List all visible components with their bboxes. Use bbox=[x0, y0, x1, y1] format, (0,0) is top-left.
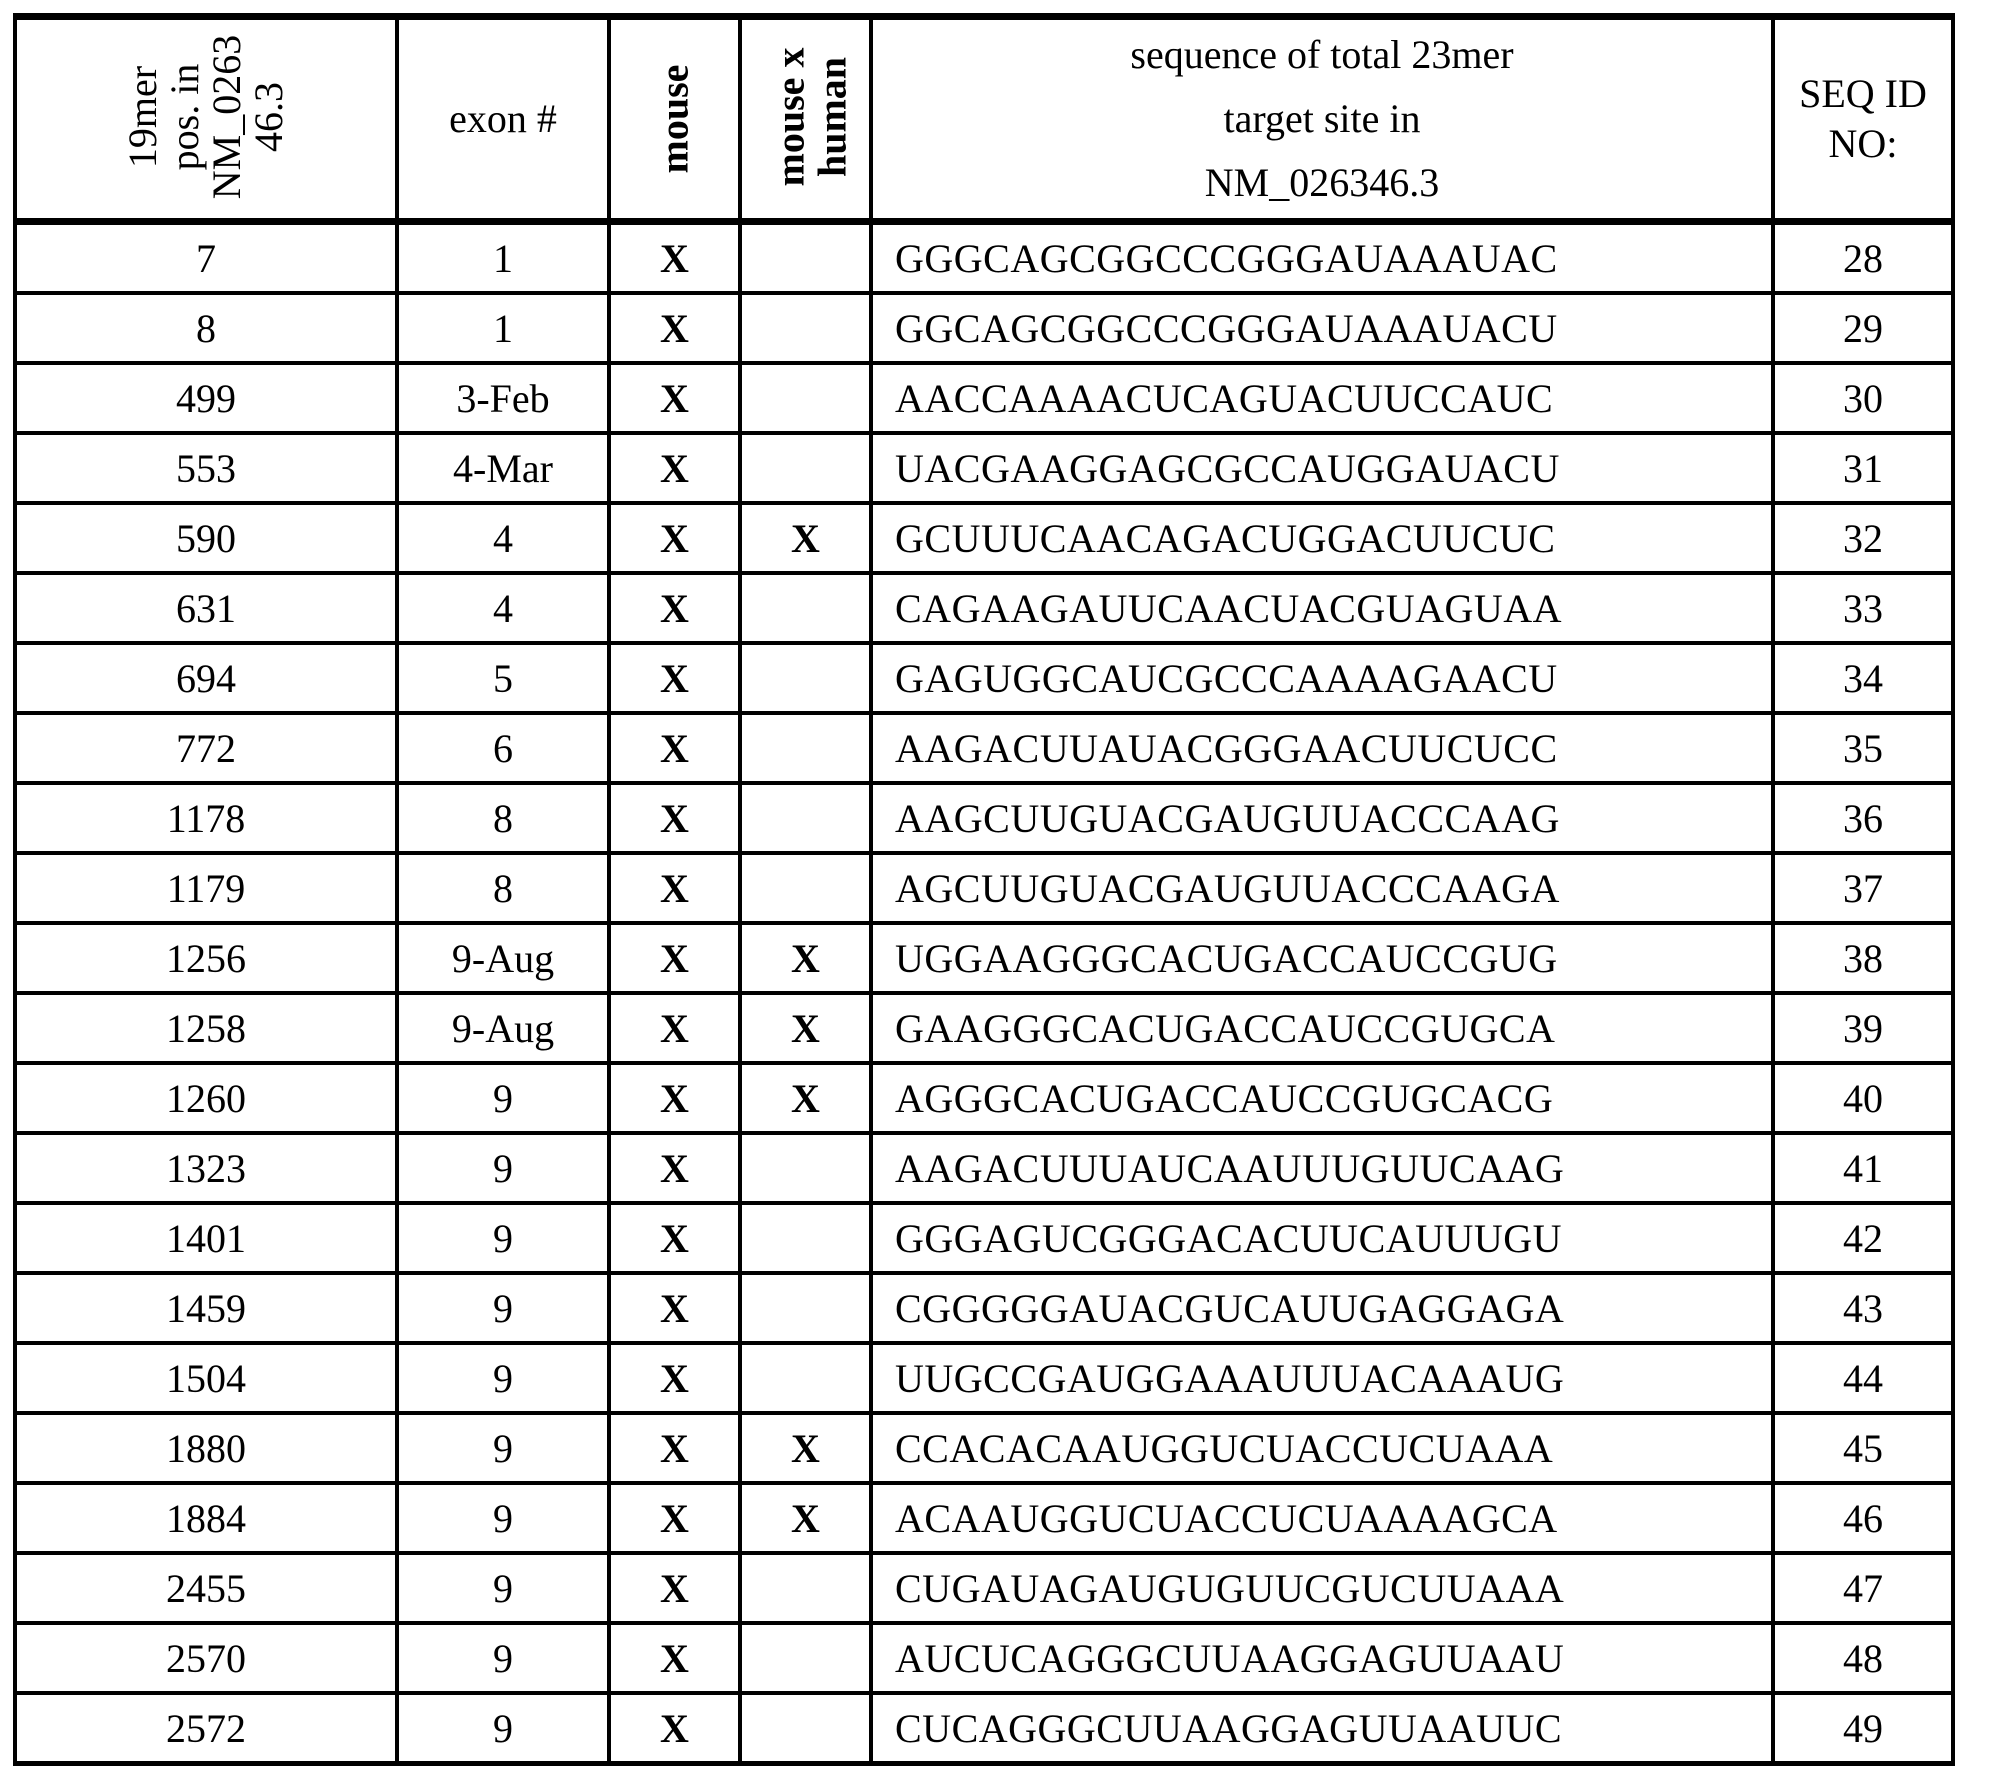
cell-seq-id: 36 bbox=[1773, 783, 1953, 853]
cell-sequence: AACCAAAACUCAGUACUUCCAUC bbox=[871, 363, 1773, 433]
cell-exon: 4 bbox=[397, 503, 609, 573]
cell-position: 590 bbox=[15, 503, 397, 573]
cell-mouse-x-human bbox=[740, 853, 871, 923]
cell-seq-id: 30 bbox=[1773, 363, 1953, 433]
cell-exon: 6 bbox=[397, 713, 609, 783]
cell-mouse-x-human bbox=[740, 433, 871, 503]
cell-mouse-x-human bbox=[740, 643, 871, 713]
header-line: target site in bbox=[873, 94, 1771, 144]
cell-exon: 9 bbox=[397, 1273, 609, 1343]
cell-seq-id: 49 bbox=[1773, 1693, 1953, 1764]
cell-exon: 9 bbox=[397, 1413, 609, 1483]
cell-sequence: UGGAAGGGCACUGACCAUCCGUG bbox=[871, 923, 1773, 993]
cell-mouse-x-human bbox=[740, 293, 871, 363]
cell-seq-id: 41 bbox=[1773, 1133, 1953, 1203]
cell-exon: 4-Mar bbox=[397, 433, 609, 503]
cell-position: 2572 bbox=[15, 1693, 397, 1764]
header-line: NM_0263 bbox=[206, 35, 248, 199]
header-seq-id bbox=[1773, 17, 1953, 222]
cell-sequence: AGCUUGUACGAUGUUACCCAAGA bbox=[871, 853, 1773, 923]
cell-position: 1504 bbox=[15, 1343, 397, 1413]
cell-seq-id: 33 bbox=[1773, 573, 1953, 643]
cell-position: 1401 bbox=[15, 1203, 397, 1273]
header-line: NO: bbox=[1775, 119, 1951, 169]
cell-mouse: X bbox=[609, 1413, 740, 1483]
cell-sequence: CGGGGGAUACGUCAUUGAGGAGA bbox=[871, 1273, 1773, 1343]
header-mouse bbox=[609, 17, 740, 222]
cell-sequence: CUGAUAGAUGUGUUCGUCUUAAA bbox=[871, 1553, 1773, 1623]
cell-position: 1178 bbox=[15, 783, 397, 853]
cell-seq-id: 37 bbox=[1773, 853, 1953, 923]
table-row bbox=[15, 433, 1953, 503]
header-sequence bbox=[871, 17, 1773, 222]
cell-seq-id: 40 bbox=[1773, 1063, 1953, 1133]
header-line: SEQ ID bbox=[1775, 69, 1951, 119]
table-row bbox=[15, 1203, 1953, 1273]
cell-sequence: AAGCUUGUACGAUGUUACCCAAG bbox=[871, 783, 1773, 853]
cell-exon: 9 bbox=[397, 1483, 609, 1553]
cell-mouse: X bbox=[609, 1483, 740, 1553]
table-row bbox=[15, 993, 1953, 1063]
cell-position: 1884 bbox=[15, 1483, 397, 1553]
cell-sequence: AAGACUUAUACGGGAACUUCUCC bbox=[871, 713, 1773, 783]
cell-position: 7 bbox=[15, 222, 397, 294]
cell-position: 1179 bbox=[15, 853, 397, 923]
cell-mouse-x-human bbox=[740, 363, 871, 433]
cell-mouse-x-human bbox=[740, 1273, 871, 1343]
header-line: mouse bbox=[653, 65, 695, 174]
cell-exon: 5 bbox=[397, 643, 609, 713]
cell-position: 694 bbox=[15, 643, 397, 713]
cell-mouse-x-human bbox=[740, 1133, 871, 1203]
cell-sequence: GAGUGGCAUCGCCCAAAAGAACU bbox=[871, 643, 1773, 713]
cell-mouse: X bbox=[609, 713, 740, 783]
table-row bbox=[15, 573, 1953, 643]
cell-mouse: X bbox=[609, 1273, 740, 1343]
cell-mouse-x-human: X bbox=[740, 1413, 871, 1483]
table-row bbox=[15, 503, 1953, 573]
cell-mouse: X bbox=[609, 1623, 740, 1693]
header-19mer-position bbox=[15, 17, 397, 222]
cell-mouse-x-human bbox=[740, 573, 871, 643]
cell-mouse: X bbox=[609, 222, 740, 294]
cell-sequence: GGGAGUCGGGACACUUCAUUUGU bbox=[871, 1203, 1773, 1273]
cell-mouse: X bbox=[609, 853, 740, 923]
cell-mouse: X bbox=[609, 643, 740, 713]
cell-exon: 9-Aug bbox=[397, 993, 609, 1063]
cell-seq-id: 47 bbox=[1773, 1553, 1953, 1623]
cell-sequence: GCUUUCAACAGACUGGACUUCUC bbox=[871, 503, 1773, 573]
cell-mouse: X bbox=[609, 293, 740, 363]
cell-seq-id: 32 bbox=[1773, 503, 1953, 573]
cell-mouse-x-human bbox=[740, 222, 871, 294]
cell-mouse: X bbox=[609, 993, 740, 1063]
header-line: mouse x bbox=[769, 48, 811, 187]
cell-mouse-x-human bbox=[740, 783, 871, 853]
cell-sequence: AGGGCACUGACCAUCCGUGCACG bbox=[871, 1063, 1773, 1133]
table-row bbox=[15, 1413, 1953, 1483]
table-row bbox=[15, 1273, 1953, 1343]
header-line: sequence of total 23mer bbox=[873, 30, 1771, 80]
cell-mouse-x-human bbox=[740, 1693, 871, 1764]
cell-position: 1260 bbox=[15, 1063, 397, 1133]
cell-mouse-x-human: X bbox=[740, 923, 871, 993]
cell-exon: 9 bbox=[397, 1203, 609, 1273]
cell-position: 8 bbox=[15, 293, 397, 363]
cell-position: 2455 bbox=[15, 1553, 397, 1623]
cell-sequence: ACAAUGGUCUACCUCUAAAAGCA bbox=[871, 1483, 1773, 1553]
cell-seq-id: 46 bbox=[1773, 1483, 1953, 1553]
table-row bbox=[15, 293, 1953, 363]
cell-seq-id: 48 bbox=[1773, 1623, 1953, 1693]
header-mouse-x-human bbox=[740, 17, 871, 222]
cell-seq-id: 35 bbox=[1773, 713, 1953, 783]
table-row bbox=[15, 1133, 1953, 1203]
table-row bbox=[15, 1553, 1953, 1623]
table-row bbox=[15, 783, 1953, 853]
cell-exon: 9 bbox=[397, 1133, 609, 1203]
cell-seq-id: 31 bbox=[1773, 433, 1953, 503]
cell-position: 1258 bbox=[15, 993, 397, 1063]
header-line: human bbox=[811, 48, 853, 187]
cell-seq-id: 34 bbox=[1773, 643, 1953, 713]
cell-exon: 8 bbox=[397, 853, 609, 923]
cell-exon: 9 bbox=[397, 1553, 609, 1623]
cell-seq-id: 29 bbox=[1773, 293, 1953, 363]
cell-position: 2570 bbox=[15, 1623, 397, 1693]
cell-mouse: X bbox=[609, 1553, 740, 1623]
cell-sequence: CCACACAAUGGUCUACCUCUAAA bbox=[871, 1413, 1773, 1483]
cell-sequence: CUCAGGGCUUAAGGAGUUAAUUC bbox=[871, 1693, 1773, 1764]
cell-sequence: CAGAAGAUUCAACUACGUAGUAA bbox=[871, 573, 1773, 643]
header-line: 19mer bbox=[122, 35, 164, 199]
cell-position: 553 bbox=[15, 433, 397, 503]
cell-mouse-x-human bbox=[740, 1553, 871, 1623]
table-row bbox=[15, 1693, 1953, 1764]
cell-mouse-x-human bbox=[740, 1623, 871, 1693]
cell-position: 631 bbox=[15, 573, 397, 643]
cell-mouse-x-human: X bbox=[740, 503, 871, 573]
cell-position: 1256 bbox=[15, 923, 397, 993]
cell-exon: 9 bbox=[397, 1693, 609, 1764]
cell-position: 1459 bbox=[15, 1273, 397, 1343]
cell-mouse: X bbox=[609, 1203, 740, 1273]
cell-sequence: GAAGGGCACUGACCAUCCGUGCA bbox=[871, 993, 1773, 1063]
cell-mouse-x-human: X bbox=[740, 1483, 871, 1553]
cell-position: 499 bbox=[15, 363, 397, 433]
cell-sequence: GGCAGCGGCCCGGGAUAAAUACU bbox=[871, 293, 1773, 363]
cell-position: 1880 bbox=[15, 1413, 397, 1483]
cell-mouse-x-human bbox=[740, 713, 871, 783]
header-row bbox=[15, 17, 1953, 222]
table-row bbox=[15, 923, 1953, 993]
cell-seq-id: 42 bbox=[1773, 1203, 1953, 1273]
cell-mouse: X bbox=[609, 1133, 740, 1203]
cell-mouse: X bbox=[609, 1063, 740, 1133]
cell-exon: 4 bbox=[397, 573, 609, 643]
cell-exon: 8 bbox=[397, 783, 609, 853]
cell-mouse: X bbox=[609, 783, 740, 853]
cell-exon: 9 bbox=[397, 1623, 609, 1693]
cell-seq-id: 28 bbox=[1773, 222, 1953, 294]
header-line: 46.3 bbox=[248, 35, 290, 199]
table-row bbox=[15, 853, 1953, 923]
cell-sequence: AUCUCAGGGCUUAAGGAGUUAAU bbox=[871, 1623, 1773, 1693]
table-row bbox=[15, 363, 1953, 433]
header-exon: exon # bbox=[397, 17, 609, 222]
cell-mouse-x-human bbox=[740, 1203, 871, 1273]
cell-mouse: X bbox=[609, 923, 740, 993]
cell-mouse: X bbox=[609, 1693, 740, 1764]
cell-seq-id: 45 bbox=[1773, 1413, 1953, 1483]
cell-exon: 1 bbox=[397, 293, 609, 363]
cell-mouse: X bbox=[609, 573, 740, 643]
cell-mouse: X bbox=[609, 363, 740, 433]
cell-exon: 9 bbox=[397, 1063, 609, 1133]
cell-sequence: AAGACUUUAUCAAUUUGUUCAAG bbox=[871, 1133, 1773, 1203]
cell-seq-id: 43 bbox=[1773, 1273, 1953, 1343]
cell-mouse: X bbox=[609, 503, 740, 573]
cell-mouse: X bbox=[609, 1343, 740, 1413]
cell-sequence: UUGCCGAUGGAAAUUUACAAAUG bbox=[871, 1343, 1773, 1413]
cell-sequence: UACGAAGGAGCGCCAUGGAUACU bbox=[871, 433, 1773, 503]
header-line: pos. in bbox=[164, 35, 206, 199]
cell-position: 772 bbox=[15, 713, 397, 783]
cell-mouse-x-human bbox=[740, 1343, 871, 1413]
cell-exon: 1 bbox=[397, 222, 609, 294]
table-row bbox=[15, 1343, 1953, 1413]
cell-mouse-x-human: X bbox=[740, 993, 871, 1063]
cell-mouse-x-human: X bbox=[740, 1063, 871, 1133]
cell-position: 1323 bbox=[15, 1133, 397, 1203]
cell-seq-id: 38 bbox=[1773, 923, 1953, 993]
table-row bbox=[15, 643, 1953, 713]
table-row bbox=[15, 1063, 1953, 1133]
cell-mouse: X bbox=[609, 433, 740, 503]
cell-exon: 3-Feb bbox=[397, 363, 609, 433]
sirna-target-table bbox=[13, 13, 1955, 1766]
table-row bbox=[15, 222, 1953, 294]
cell-exon: 9 bbox=[397, 1343, 609, 1413]
header-line: NM_026346.3 bbox=[873, 158, 1771, 208]
cell-seq-id: 44 bbox=[1773, 1343, 1953, 1413]
table-row bbox=[15, 713, 1953, 783]
cell-exon: 9-Aug bbox=[397, 923, 609, 993]
table-row bbox=[15, 1483, 1953, 1553]
cell-sequence: GGGCAGCGGCCCGGGAUAAAUAC bbox=[871, 222, 1773, 294]
table-row bbox=[15, 1623, 1953, 1693]
cell-seq-id: 39 bbox=[1773, 993, 1953, 1063]
